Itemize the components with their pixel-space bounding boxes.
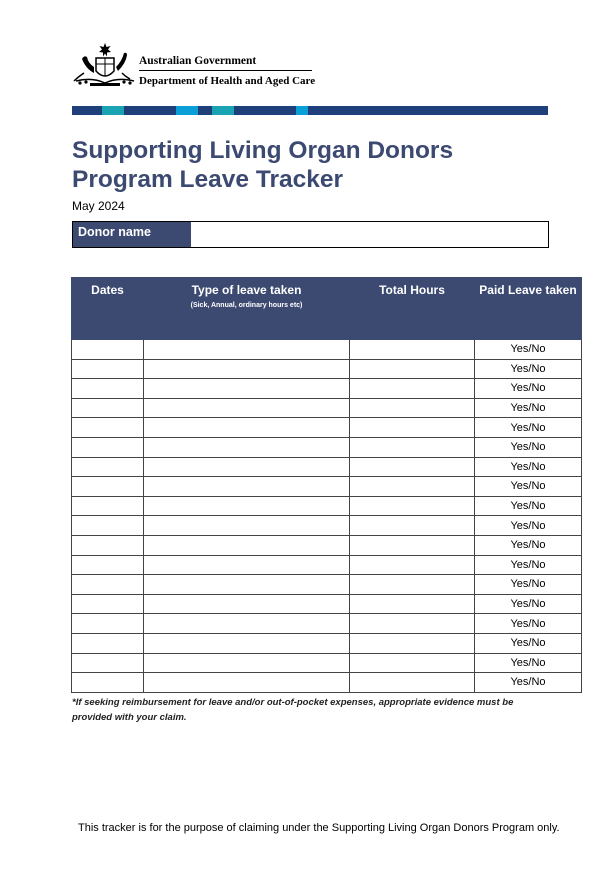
paid-leave-cell[interactable]: Yes/No — [475, 437, 582, 457]
paid-leave-cell[interactable]: Yes/No — [475, 457, 582, 477]
coat-of-arms-icon — [72, 43, 138, 87]
hours-cell[interactable] — [350, 575, 475, 595]
table-row — [72, 340, 582, 360]
hours-cell[interactable] — [350, 457, 475, 477]
color-band-segment — [102, 106, 124, 115]
donor-name-field[interactable] — [191, 222, 548, 247]
page-title-line1: Supporting Living Organ Donors — [72, 137, 454, 164]
color-band-segment — [72, 106, 102, 115]
color-band-segment — [198, 106, 212, 115]
color-band-segment — [176, 106, 198, 115]
hours-cell[interactable] — [350, 359, 475, 379]
table-row — [72, 575, 582, 595]
table-row — [72, 555, 582, 575]
paid-leave-cell[interactable]: Yes/No — [475, 516, 582, 536]
department-name: Department of Health and Aged Care — [139, 75, 316, 87]
paid-leave-cell[interactable]: Yes/No — [475, 633, 582, 653]
hours-cell[interactable] — [350, 594, 475, 614]
hours-cell[interactable] — [350, 535, 475, 555]
dates-cell[interactable] — [72, 379, 144, 399]
dates-cell[interactable] — [72, 653, 144, 673]
paid-leave-cell[interactable]: Yes/No — [475, 555, 582, 575]
column-header-type — [144, 278, 350, 340]
hours-cell[interactable] — [350, 555, 475, 575]
column-header-hours — [350, 278, 475, 340]
hours-cell[interactable] — [350, 516, 475, 536]
type-cell[interactable] — [144, 535, 350, 555]
hours-cell[interactable] — [350, 379, 475, 399]
type-cell[interactable] — [144, 418, 350, 438]
table-row — [72, 594, 582, 614]
paid-leave-cell[interactable]: Yes/No — [475, 614, 582, 634]
table-row — [72, 437, 582, 457]
color-band-segment — [296, 106, 308, 115]
dates-cell[interactable] — [72, 359, 144, 379]
type-cell[interactable] — [144, 614, 350, 634]
column-header-paid — [475, 278, 582, 340]
color-band-segment — [308, 106, 548, 115]
hours-cell[interactable] — [350, 418, 475, 438]
type-cell[interactable] — [144, 594, 350, 614]
table-row — [72, 359, 582, 379]
header-divider — [139, 70, 312, 71]
column-header-label: Total Hours — [379, 283, 445, 297]
table-row — [72, 516, 582, 536]
dates-cell[interactable] — [72, 555, 144, 575]
hours-cell[interactable] — [350, 653, 475, 673]
hours-cell[interactable] — [350, 673, 475, 693]
paid-leave-cell[interactable]: Yes/No — [475, 398, 582, 418]
table-row — [72, 379, 582, 399]
table-row — [72, 418, 582, 438]
column-header-label: Type of leave taken — [191, 283, 302, 297]
page-title-line2: Program Leave Tracker — [72, 166, 344, 193]
bottom-note: This tracker is for the purpose of claiming under the Supporting Living Organ Donors Program only. — [78, 822, 560, 834]
donor-name-row — [72, 221, 549, 248]
page-title — [72, 136, 542, 194]
dates-cell[interactable] — [72, 457, 144, 477]
dates-cell[interactable] — [72, 673, 144, 693]
dates-cell[interactable] — [72, 614, 144, 634]
type-cell[interactable] — [144, 359, 350, 379]
paid-leave-cell[interactable]: Yes/No — [475, 379, 582, 399]
dates-cell[interactable] — [72, 398, 144, 418]
type-cell[interactable] — [144, 633, 350, 653]
column-header-sublabel: (Sick, Annual, ordinary hours etc) — [190, 302, 303, 309]
table-row — [72, 614, 582, 634]
table-row — [72, 457, 582, 477]
type-cell[interactable] — [144, 398, 350, 418]
color-band-segment — [124, 106, 176, 115]
table-row — [72, 477, 582, 497]
column-header-dates — [72, 278, 144, 340]
table-row — [72, 398, 582, 418]
dates-cell[interactable] — [72, 437, 144, 457]
type-cell[interactable] — [144, 437, 350, 457]
paid-leave-cell[interactable]: Yes/No — [475, 673, 582, 693]
table-row — [72, 496, 582, 516]
color-band — [72, 106, 548, 115]
table-row — [72, 535, 582, 555]
leave-tracker-table — [71, 277, 582, 693]
dates-cell[interactable] — [72, 496, 144, 516]
table-row — [72, 653, 582, 673]
dates-cell[interactable] — [72, 516, 144, 536]
dates-cell[interactable] — [72, 575, 144, 595]
hours-cell[interactable] — [350, 633, 475, 653]
column-header-label: Paid Leave taken — [479, 283, 577, 297]
hours-cell[interactable] — [350, 437, 475, 457]
government-name: Australian Government — [139, 55, 257, 67]
color-band-segment — [212, 106, 234, 115]
paid-leave-cell[interactable]: Yes/No — [475, 496, 582, 516]
table-header-row — [72, 278, 582, 340]
type-cell[interactable] — [144, 653, 350, 673]
dates-cell[interactable] — [72, 340, 144, 360]
paid-leave-cell[interactable]: Yes/No — [475, 418, 582, 438]
hours-cell[interactable] — [350, 477, 475, 497]
type-cell[interactable] — [144, 516, 350, 536]
paid-leave-cell[interactable]: Yes/No — [475, 575, 582, 595]
dates-cell[interactable] — [72, 594, 144, 614]
type-cell[interactable] — [144, 555, 350, 575]
hours-cell[interactable] — [350, 614, 475, 634]
type-cell[interactable] — [144, 477, 350, 497]
type-cell[interactable] — [144, 340, 350, 360]
paid-leave-cell[interactable]: Yes/No — [475, 477, 582, 497]
footnote: *If seeking reimbursement for leave and/or out-of-pocket expenses, appropriate evidence must be provided with your claim. — [72, 697, 514, 723]
hours-cell[interactable] — [350, 398, 475, 418]
type-cell[interactable] — [144, 379, 350, 399]
column-header-label: Dates — [91, 283, 124, 297]
document-date: May 2024 — [72, 199, 125, 213]
color-band-segment — [234, 106, 296, 115]
hours-cell[interactable] — [350, 496, 475, 516]
type-cell[interactable] — [144, 575, 350, 595]
dates-cell[interactable] — [72, 477, 144, 497]
paid-leave-cell[interactable]: Yes/No — [475, 535, 582, 555]
donor-name-label: Donor name — [73, 222, 191, 247]
table-row — [72, 633, 582, 653]
dates-cell[interactable] — [72, 633, 144, 653]
hours-cell[interactable] — [350, 340, 475, 360]
table-row — [72, 673, 582, 693]
paid-leave-cell[interactable]: Yes/No — [475, 359, 582, 379]
dates-cell[interactable] — [72, 535, 144, 555]
dates-cell[interactable] — [72, 418, 144, 438]
type-cell[interactable] — [144, 457, 350, 477]
paid-leave-cell[interactable]: Yes/No — [475, 653, 582, 673]
paid-leave-cell[interactable]: Yes/No — [475, 340, 582, 360]
type-cell[interactable] — [144, 496, 350, 516]
paid-leave-cell[interactable]: Yes/No — [475, 594, 582, 614]
type-cell[interactable] — [144, 673, 350, 693]
